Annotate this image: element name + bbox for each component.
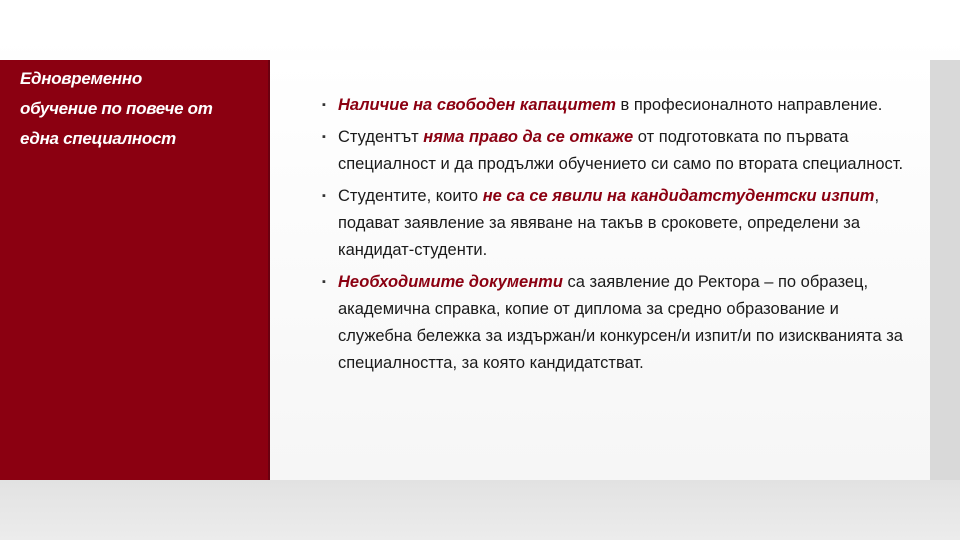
slide-title-line: Едновременно [20, 69, 142, 88]
bullet-text [338, 128, 903, 173]
bullet-text [338, 187, 879, 259]
slide-title-line: обучение по повече от [20, 99, 213, 118]
small-bullet-icon: ▪ [322, 131, 326, 143]
plain-text: , подават заявление за явяване на такъв в сроковете, определени за кандидат-студенти. [338, 187, 880, 259]
highlight-text: Необходимите документи [338, 273, 563, 291]
bottom-decor-strip [0, 480, 960, 540]
highlight-text: не са се явили на кандидатстудентски изпит [482, 187, 875, 205]
highlight-text: няма право да се откаже [423, 128, 634, 146]
slide-title-line: една специалност [20, 129, 176, 148]
right-decor-strip [930, 60, 960, 480]
plain-text: в професионалното направление. [615, 96, 883, 114]
bullet-item [320, 92, 910, 119]
plain-text: са заявление до Ректора – по образец, академична справка, копие от диплома за средно образование и служебна бележка за издържан/и конкурсен/и изпит/и по изискванията за специалността, за която кандидатстват. [338, 273, 903, 372]
bullet-list [320, 92, 910, 382]
slide-title [20, 64, 265, 154]
bullet-text [338, 273, 903, 372]
small-bullet-icon: ▪ [322, 190, 326, 202]
bullet-item [320, 183, 910, 264]
bullet-item [320, 269, 910, 377]
plain-text: Студентът [338, 128, 424, 146]
highlight-text: Наличие на свободен капацитет [338, 96, 616, 114]
plain-text: Студентите, които [338, 187, 483, 205]
small-bullet-icon: ▪ [322, 99, 326, 111]
bullet-item [320, 124, 910, 178]
bullet-text [338, 96, 882, 114]
small-bullet-icon: ▪ [322, 276, 326, 288]
plain-text: от подготовката по първата специалност и да продължи обучението си само по втората специалност. [338, 128, 904, 173]
